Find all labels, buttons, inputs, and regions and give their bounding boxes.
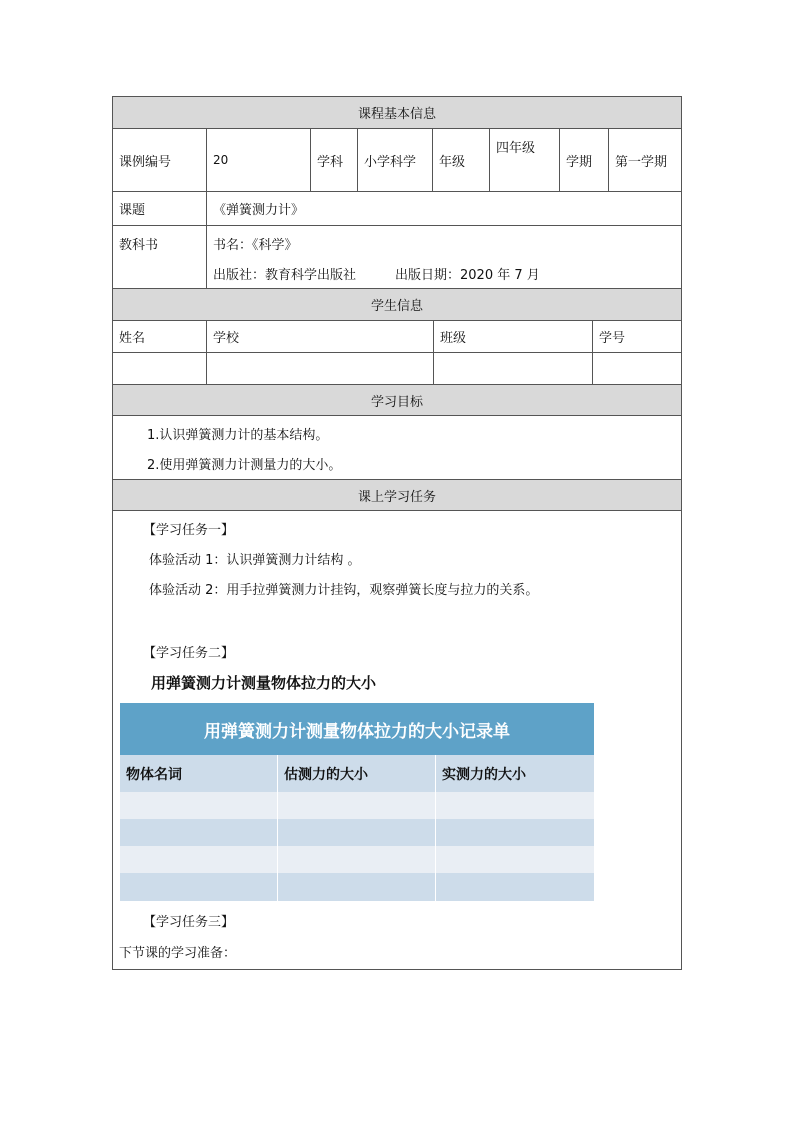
student-blank-row [113,353,681,385]
table-cell[interactable] [278,792,436,819]
class-field[interactable] [434,353,593,384]
table-cell[interactable] [436,873,594,901]
table-cell[interactable] [436,846,594,873]
table-cell[interactable] [120,792,278,819]
school-label: 学校 [207,321,434,352]
goal-item: 1.认识弹簧测力计的基本结构。 [147,428,329,443]
record-sheet-title: 用弹簧测力计测量物体拉力的大小记录单 [120,703,594,755]
record-sheet-header [120,755,594,792]
record-sheet-table [120,703,594,901]
table-cell[interactable] [436,819,594,846]
grade-label: 年级 [433,129,490,191]
publisher: 出版社：教育科学出版社 [213,268,357,283]
task1-title: 【学习任务一】 [143,523,235,538]
column-header-estimate: 估测力的大小 [278,755,436,792]
goal-item: 2.使用弹簧测力计测量力的大小。 [147,458,342,473]
class-label: 班级 [434,321,593,352]
table-row [120,819,594,846]
next-lesson-prep: 下节课的学习准备： [119,946,237,961]
school-field[interactable] [207,353,434,384]
course-info-title: 课程基本信息 [357,107,436,122]
table-cell[interactable] [120,873,278,901]
goals-body [113,416,681,480]
textbook-label: 教科书 [113,226,207,288]
column-header-actual: 实测力的大小 [442,766,526,783]
course-info-header [113,97,681,129]
textbook-row [113,226,681,289]
subject-label: 学科 [311,129,358,191]
student-info-title: 学生信息 [370,299,423,314]
course-meta-row [113,129,681,192]
activity-1: 体验活动 1：认识弹簧测力计结构 。 [149,553,361,568]
term-value: 第一学期 [615,154,668,170]
name-label: 姓名 [113,321,207,352]
tasks-header [113,480,681,511]
id-field[interactable] [593,353,681,384]
topic-label: 课题 [113,192,207,225]
activity-2: 体验活动 2：用手拉弹簧测力计挂钩，观察弹簧长度与拉力的关系。 [149,583,539,598]
topic-value: 《弹簧测力计》 [213,203,305,218]
term-label: 学期 [560,129,609,191]
id-label: 学号 [599,331,626,346]
subject-value: 小学科学 [358,129,433,191]
name-field[interactable] [113,353,207,384]
student-label-row [113,321,681,353]
student-info-header [113,289,681,321]
table-cell[interactable] [278,819,436,846]
publish-date: 出版日期：2020 年 7 月 [395,268,540,283]
topic-row [113,192,681,226]
table-cell[interactable] [120,846,278,873]
tasks-title: 课上学习任务 [357,489,436,505]
task3-title: 【学习任务三】 [143,915,235,930]
table-cell[interactable] [120,819,278,846]
table-row [120,792,594,819]
code-label: 课例编号 [113,129,207,191]
code-value: 20 [207,129,311,191]
grade-value: 四年级 [490,129,560,191]
goals-header [113,385,681,416]
task2-title: 【学习任务二】 [143,646,235,661]
book-name: 书名：《科学》 [213,238,298,253]
column-header-object: 物体名词 [120,755,278,792]
table-cell[interactable] [278,873,436,901]
textbook-details [207,226,681,288]
task2-heading: 用弹簧测力计测量物体拉力的大小 [151,674,377,692]
goals-title: 学习目标 [370,394,423,410]
table-row [120,873,594,901]
table-row [120,846,594,873]
table-cell[interactable] [436,792,594,819]
table-cell[interactable] [278,846,436,873]
